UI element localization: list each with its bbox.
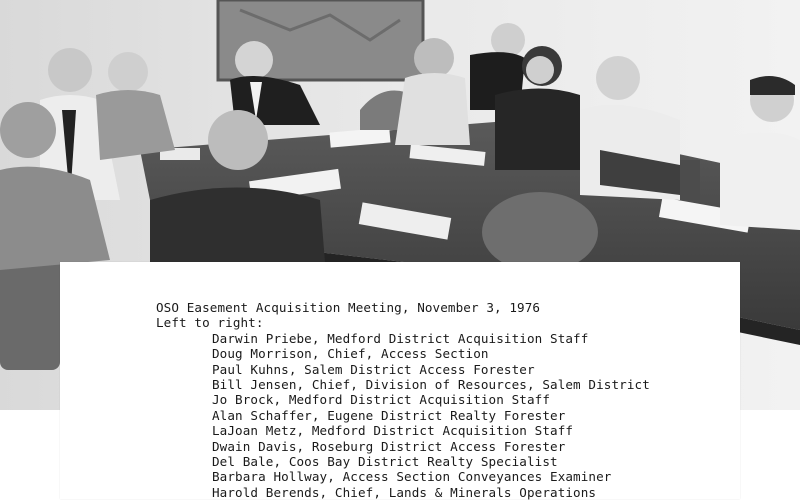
caption-title: OSO Easement Acquisition Meeting, November 3, 1976 <box>156 300 541 315</box>
caption-person: Bill Jensen, Chief, Division of Resources, Salem District <box>212 377 650 393</box>
caption-text-block <box>156 300 650 500</box>
caption-person: Dwain Davis, Roseburg District Access Forester <box>212 438 566 454</box>
caption-person: Alan Schaffer, Eugene District Realty Forester <box>212 407 566 423</box>
caption-person: Doug Morrison, Chief, Access Section <box>212 346 489 362</box>
caption-person: LaJoan Metz, Medford District Acquisition Staff <box>212 423 574 439</box>
caption-person: Barbara Hollway, Access Section Conveyances Examiner <box>212 469 612 485</box>
caption-person: Jo Brock, Medford District Acquisition Staff <box>212 392 551 408</box>
photo-caption-card <box>60 262 740 499</box>
caption-person: Del Bale, Coos Bay District Realty Specialist <box>212 454 558 470</box>
caption-person: Paul Kuhns, Salem District Access Forester <box>212 361 535 377</box>
caption-person: Harold Berends, Chief, Lands & Minerals Operations <box>212 484 597 500</box>
caption-person: Darwin Priebe, Medford District Acquisition Staff <box>212 330 589 346</box>
caption-subtitle: Left to right: <box>156 315 264 331</box>
